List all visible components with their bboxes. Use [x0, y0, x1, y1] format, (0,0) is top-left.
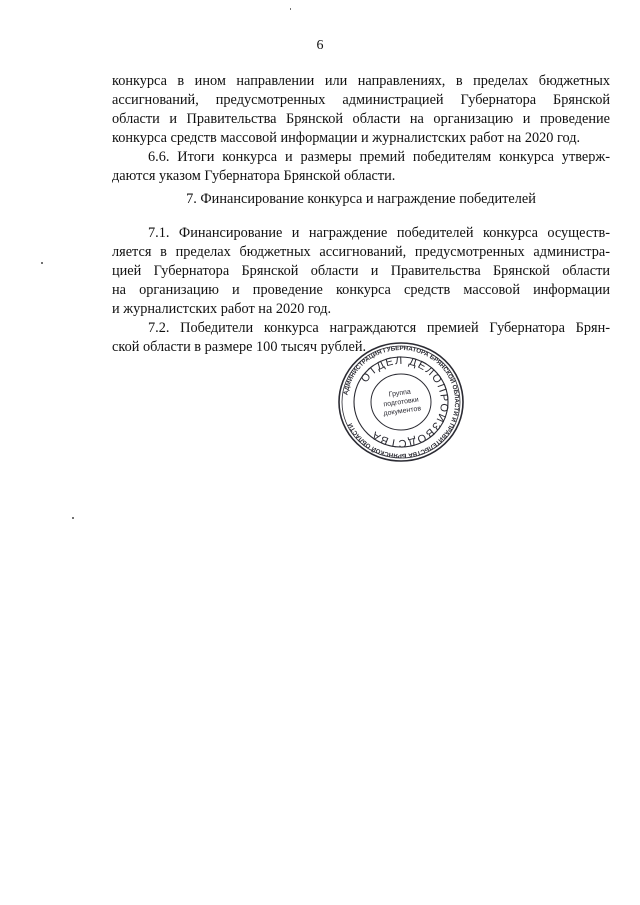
text-line: на организацию и проведение конкурса средств массовой информации — [112, 282, 610, 298]
text-line: конкурса средств массовой информации и журналистских работ на 2020 год. — [112, 130, 581, 146]
seal-center-line: подготовки — [383, 396, 420, 409]
scan-speck — [290, 8, 291, 10]
scan-speck — [41, 262, 43, 264]
text-line: даются указом Губернатора Брянской области. — [112, 168, 396, 184]
official-seal-stamp — [337, 341, 465, 463]
scan-speck — [72, 517, 74, 519]
paragraph-7-1 — [112, 224, 610, 319]
text-line: 7.2. Победители конкурса награждаются премией Губернатора Брян- — [148, 320, 610, 336]
text-line: конкурса в ином направлении или направлениях, в пределах бюджетных — [112, 73, 610, 89]
seal-center-line: документов — [383, 405, 422, 418]
text-line: 7.1. Финансирование и награждение победителей конкурса осуществ- — [148, 225, 610, 241]
text-line: ляется в пределах бюджетных ассигнований, предусмотренных администра- — [112, 244, 610, 260]
page-number: 6 — [316, 38, 324, 53]
seal-center-line: Группа — [388, 388, 412, 399]
section-7-heading: 7. Финансирование конкурса и награждение победителей — [186, 191, 536, 207]
seal-inner-text: ОТДЕЛ ДЕЛОПРОИЗВОДСТВА — [358, 354, 451, 450]
text-line: ской области в размере 100 тысяч рублей. — [112, 339, 367, 355]
text-line: ассигнований, предусмотренных администрацией Губернатора Брянской — [112, 92, 610, 108]
text-line: 6.6. Итоги конкурса и размеры премий победителям конкурса утверж- — [148, 149, 610, 165]
text-line: цией Губернатора Брянской области и Правительства Брянской области — [112, 263, 610, 279]
paragraph-6-6 — [112, 148, 610, 186]
seal-outer-text: АДМИНИСТРАЦИЯ ГУБЕРНАТОРА БРЯНСКОЙ ОБЛАСТИ И ПРАВИТЕЛЬСТВА БРЯНСКОЙ ОБЛАСТИ — [342, 344, 461, 460]
text-line: области и Правительства Брянской области на организацию и проведение — [112, 111, 610, 127]
text-line: и журналистских работ на 2020 год. — [112, 301, 332, 317]
paragraph-6-5-continuation — [112, 72, 610, 148]
